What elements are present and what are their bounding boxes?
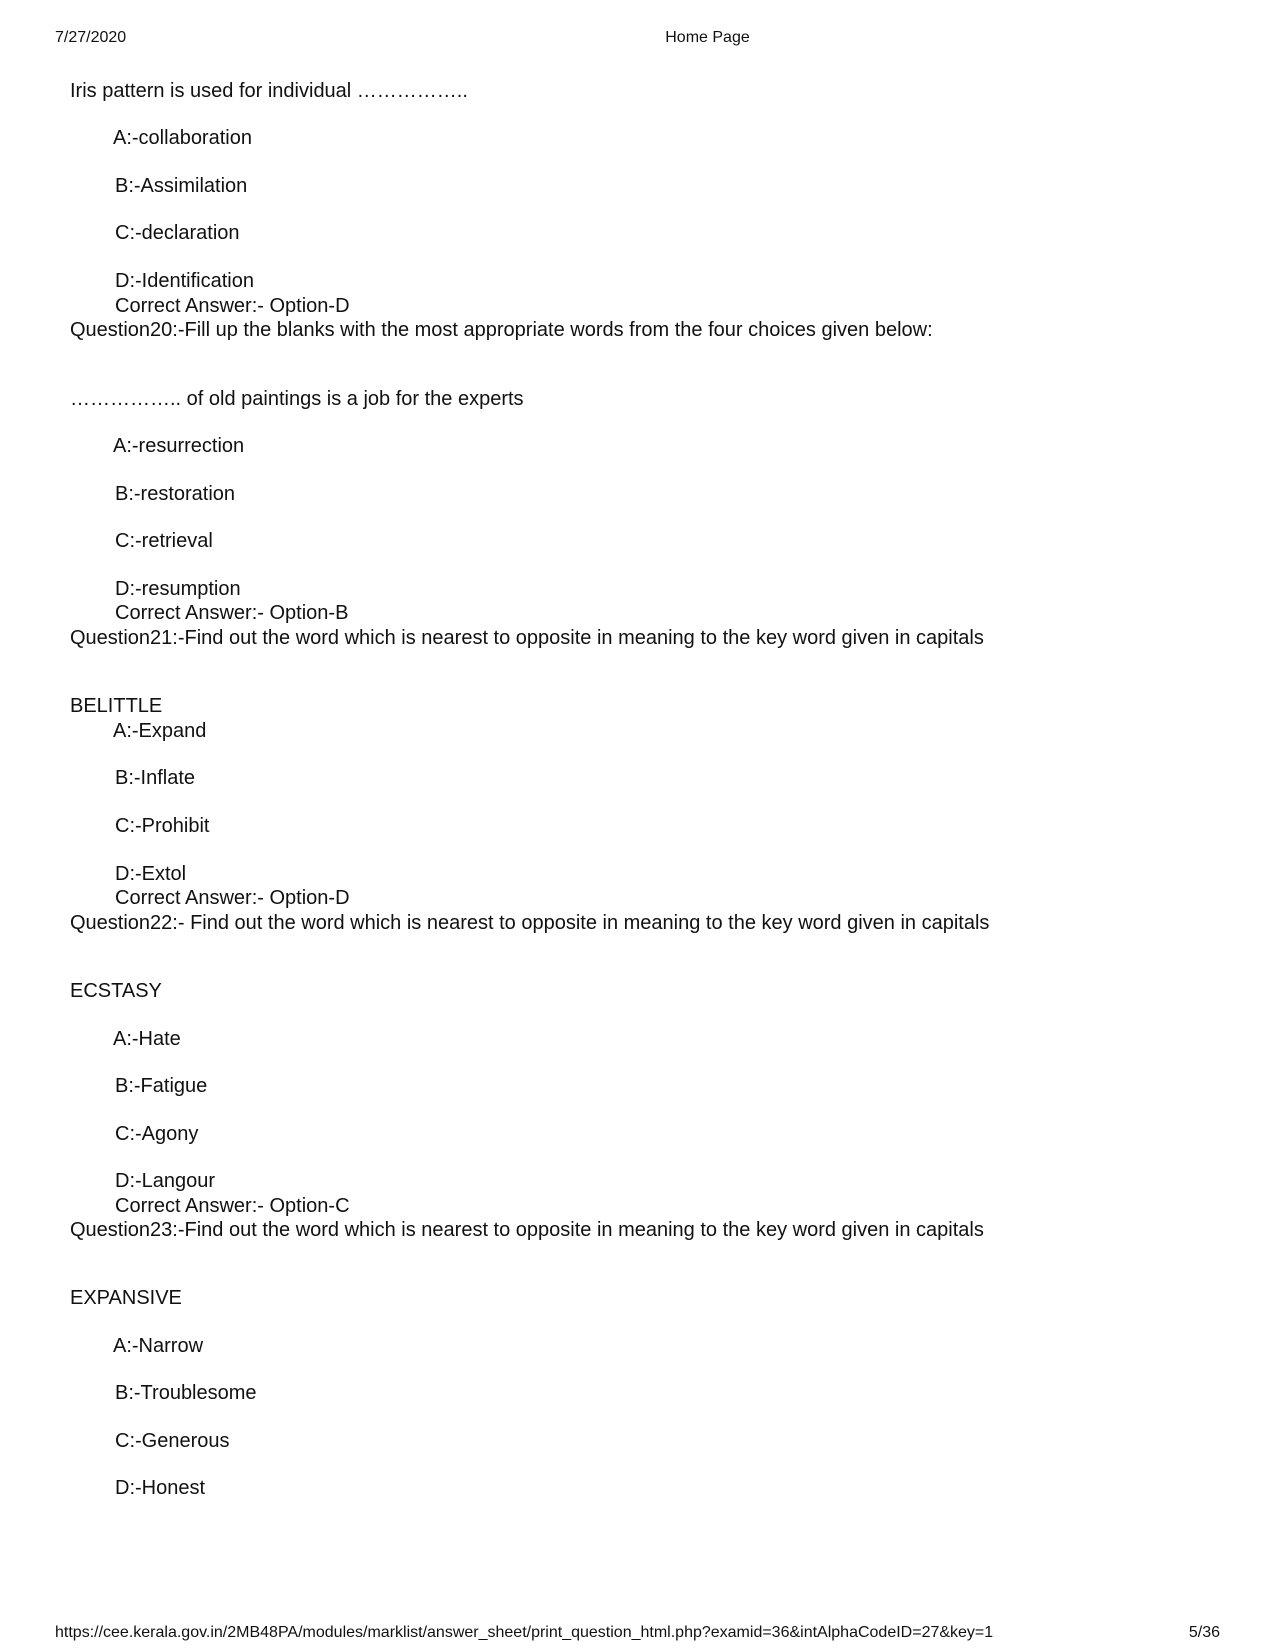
q20-option-d: D:-resumption <box>115 578 241 600</box>
q19-option-d: D:-Identification <box>115 270 254 292</box>
q20-stem: …………….. of old paintings is a job for the experts <box>70 388 524 410</box>
q19-stem: Iris pattern is used for individual …………….. <box>70 80 468 102</box>
q20-title: Question20:-Fill up the blanks with the most appropriate words from the four choices given below: <box>70 319 933 341</box>
footer-page-number: 5/36 <box>1188 1624 1220 1641</box>
q21-keyword: BELITTLE <box>70 695 163 717</box>
q23-keyword: EXPANSIVE <box>70 1287 182 1309</box>
q22-option-c: C:-Agony <box>115 1123 199 1145</box>
q22-title: Question22:- Find out the word which is nearest to opposite in meaning to the key word given in capitals <box>70 912 990 934</box>
q22-correct-answer: Correct Answer:- Option-C <box>115 1195 350 1217</box>
q21-option-b: B:-Inflate <box>115 767 196 789</box>
q20-option-a: A:-resurrection <box>113 435 245 457</box>
q21-title: Question21:-Find out the word which is nearest to opposite in meaning to the key word given in capitals <box>70 627 984 649</box>
q23-option-a: A:-Narrow <box>113 1335 204 1357</box>
q21-option-d: D:-Extol <box>115 863 187 885</box>
q21-correct-answer: Correct Answer:- Option-D <box>115 887 350 909</box>
q23-option-d: D:-Honest <box>115 1477 206 1499</box>
q19-option-b: B:-Assimilation <box>115 175 248 197</box>
q22-option-d: D:-Langour <box>115 1170 216 1192</box>
q19-correct-answer: Correct Answer:- Option-D <box>115 295 350 317</box>
q21-option-a: A:-Expand <box>113 720 207 742</box>
q19-option-a: A:-collaboration <box>113 127 252 149</box>
footer-url: https://cee.kerala.gov.in/2MB48PA/modules/marklist/answer_sheet/print_question_html.php?examid=36&intAlphaCodeID=27&key=1 <box>55 1624 994 1641</box>
q22-keyword: ECSTASY <box>70 980 162 1002</box>
q20-option-b: B:-restoration <box>115 483 236 505</box>
q20-option-c: C:-retrieval <box>115 530 213 552</box>
q19-option-c: C:-declaration <box>115 222 240 244</box>
q22-option-b: B:-Fatigue <box>115 1075 208 1097</box>
q23-title: Question23:-Find out the word which is nearest to opposite in meaning to the key word given in capitals <box>70 1219 984 1241</box>
q23-option-b: B:-Troublesome <box>115 1382 257 1404</box>
q22-option-a: A:-Hate <box>113 1028 181 1050</box>
q21-option-c: C:-Prohibit <box>115 815 210 837</box>
q20-correct-answer: Correct Answer:- Option-B <box>115 602 349 624</box>
q23-option-c: C:-Generous <box>115 1430 230 1452</box>
header-date: 7/27/2020 <box>55 29 127 46</box>
header-title: Home Page <box>665 29 750 46</box>
